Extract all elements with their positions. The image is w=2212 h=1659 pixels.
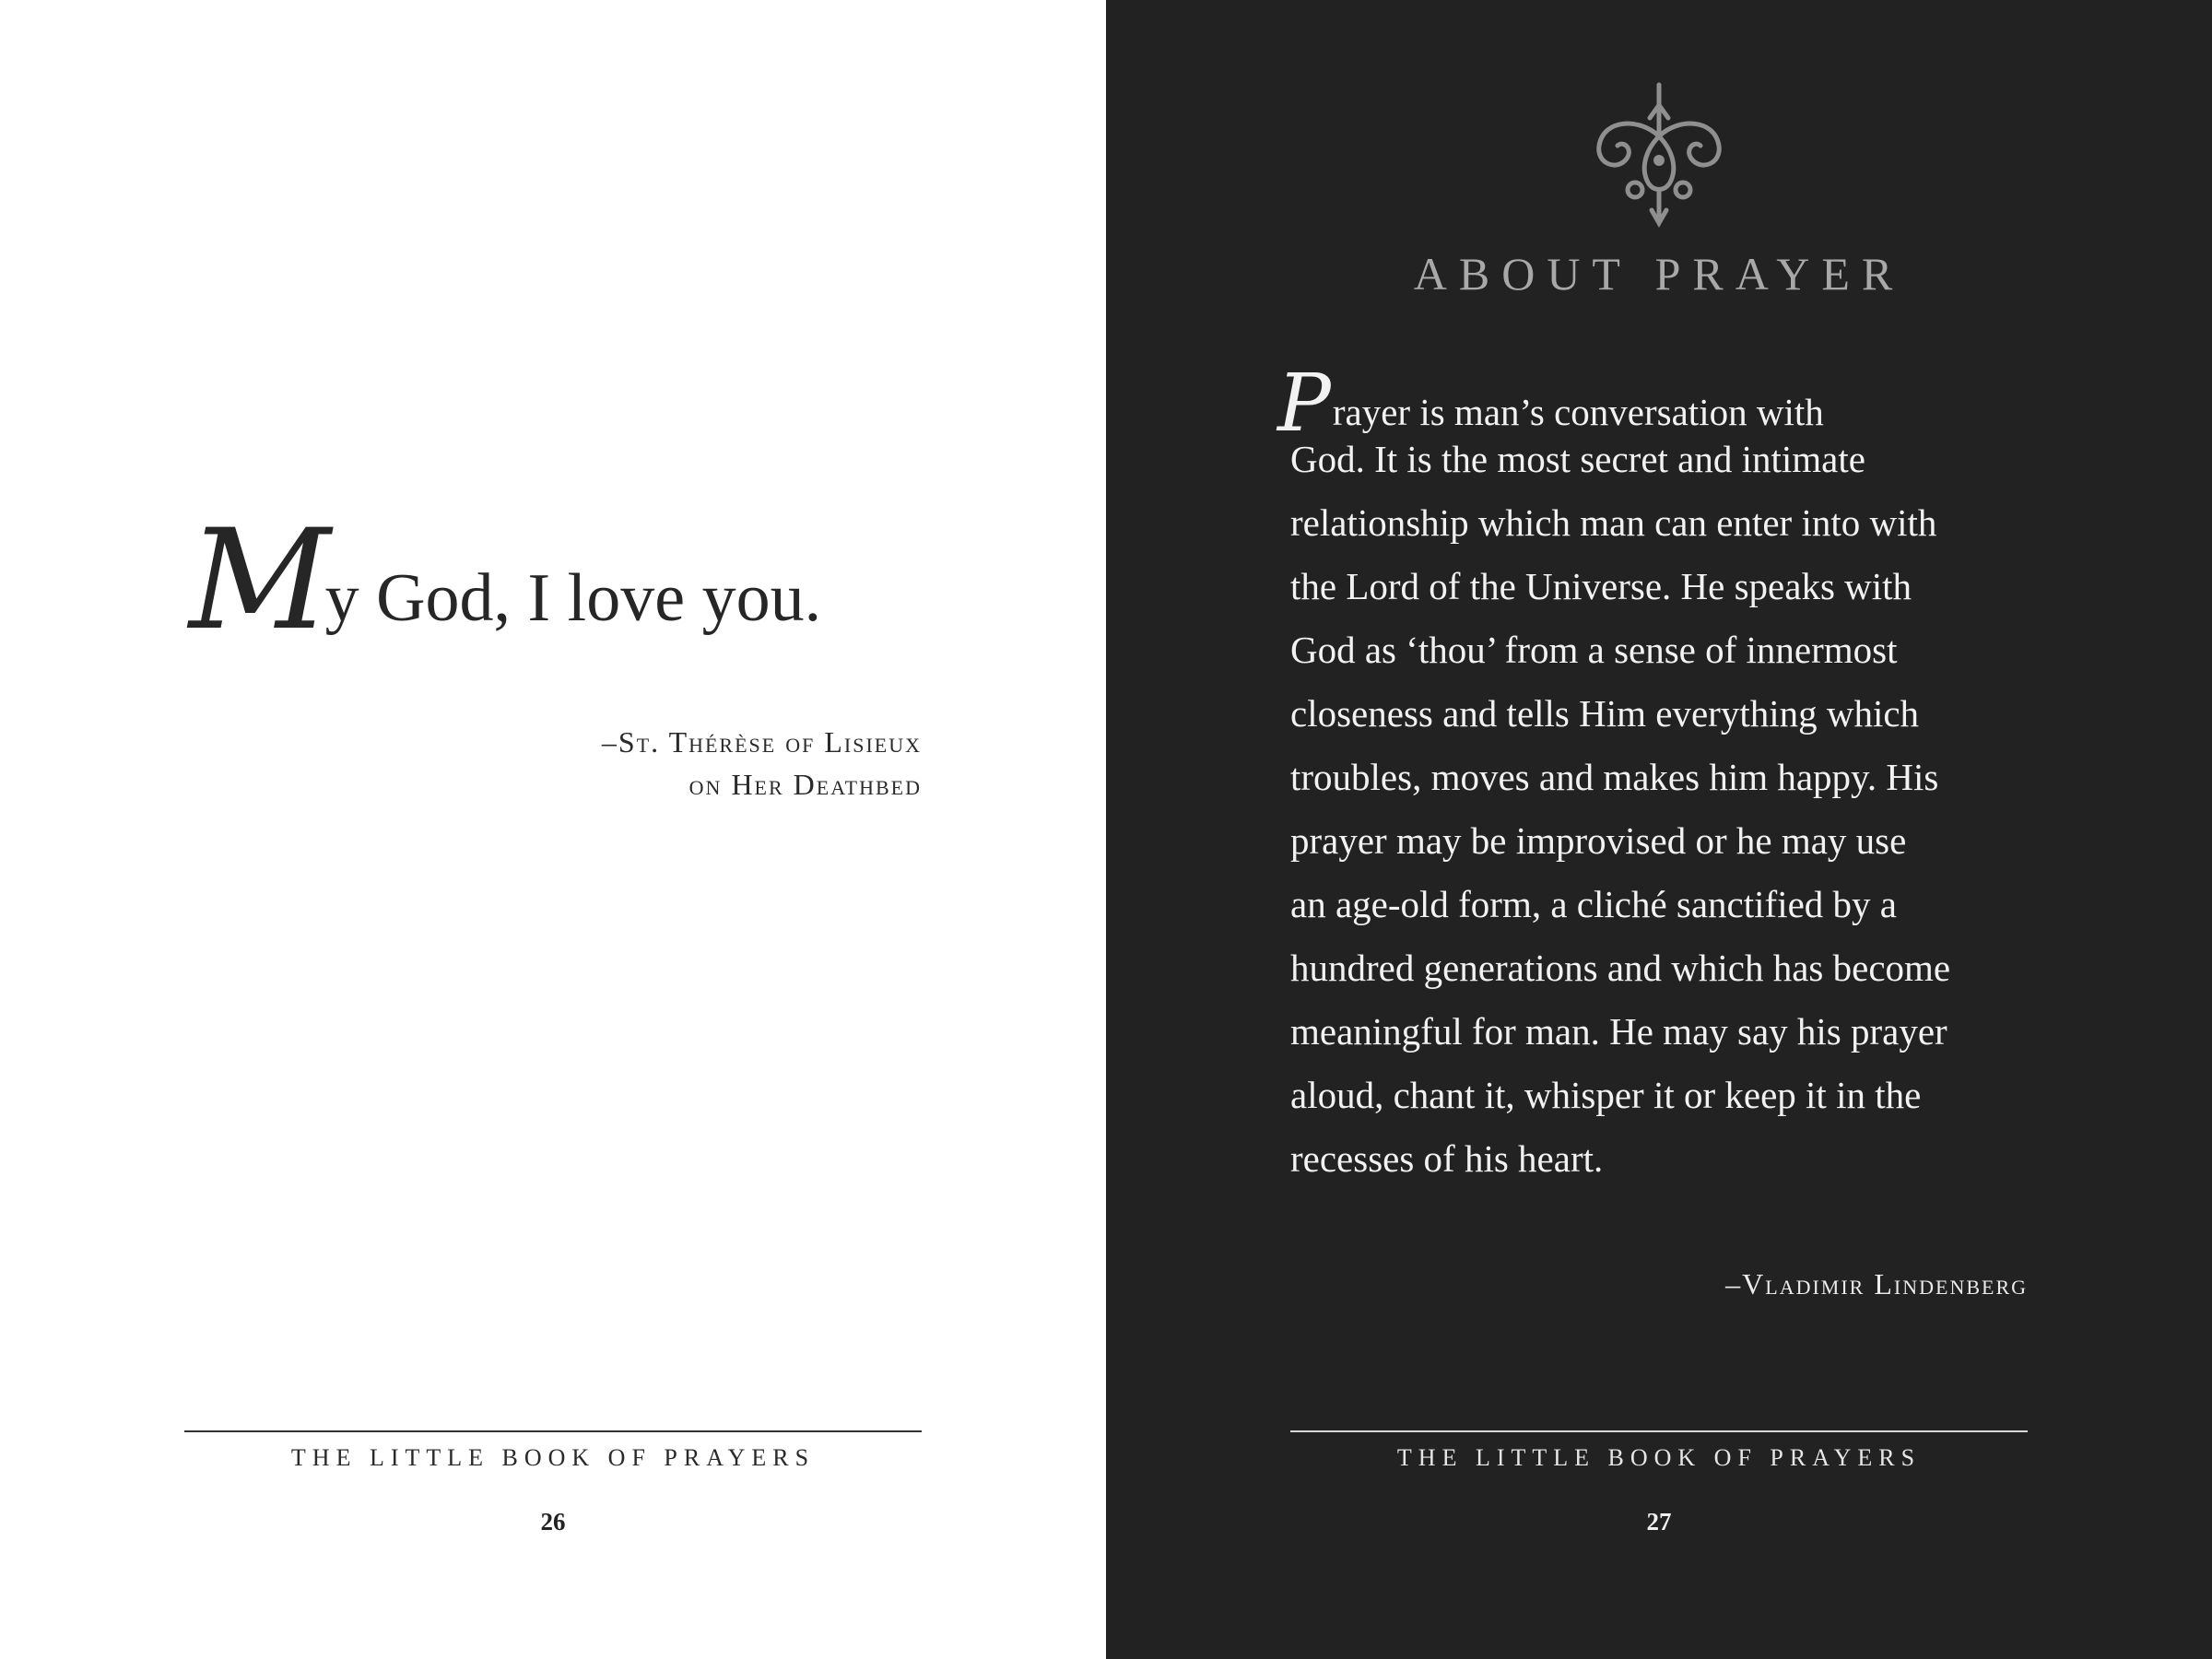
body-line: God as ‘thou’ from a sense of innermost [1290, 629, 1898, 671]
section-title: ABOUT PRAYER [1413, 248, 1905, 300]
footer-book-title: THE LITTLE BOOK OF PRAYERS [290, 1444, 816, 1471]
right-page [1106, 0, 2212, 1659]
body-line: troubles, moves and makes him happy. His [1290, 756, 1939, 798]
body-line: an age-old form, a cliché sanctified by a [1290, 883, 1897, 925]
fleur-ornament-icon [1576, 81, 1742, 229]
footer-divider [1290, 1430, 2028, 1432]
page-number: 27 [1646, 1508, 1672, 1535]
body-line: closeness and tells Him everything which [1290, 692, 1920, 735]
quote-text: y God, I love you. [324, 560, 822, 636]
quote-heading [189, 500, 926, 661]
footer-divider [184, 1430, 922, 1432]
quote-dropcap: M [189, 500, 331, 661]
body-line [1277, 358, 2055, 450]
body-line: prayer may be improvised or he may use [1290, 819, 1907, 862]
body-line: hundred generations and which has become [1290, 947, 1951, 989]
body-attribution: –Vladimir Lindenberg [1725, 1267, 2028, 1300]
body-line-text: rayer is man’s conversation with [1332, 391, 1824, 433]
body-paragraph [1277, 358, 2055, 1191]
quote-attribution [602, 721, 922, 806]
body-line: relationship which man can enter into with [1290, 501, 1937, 544]
attribution-line-2: on Her Deathbed [688, 768, 922, 801]
body-line: aloud, chant it, whisper it or keep it in the [1290, 1074, 1922, 1116]
attribution-line-1: –St. Thérèse of Lisieux [601, 725, 922, 759]
body-line: God. It is the most secret and intimate [1290, 438, 1865, 480]
body-line: the Lord of the Universe. He speaks with [1290, 565, 1912, 607]
page-number: 26 [540, 1508, 566, 1535]
body-dropcap: P [1277, 358, 1331, 450]
body-line: recesses of his heart. [1290, 1137, 1604, 1180]
footer-book-title: THE LITTLE BOOK OF PRAYERS [1396, 1444, 1922, 1471]
body-line: meaningful for man. He may say his prayer [1290, 1010, 1947, 1053]
